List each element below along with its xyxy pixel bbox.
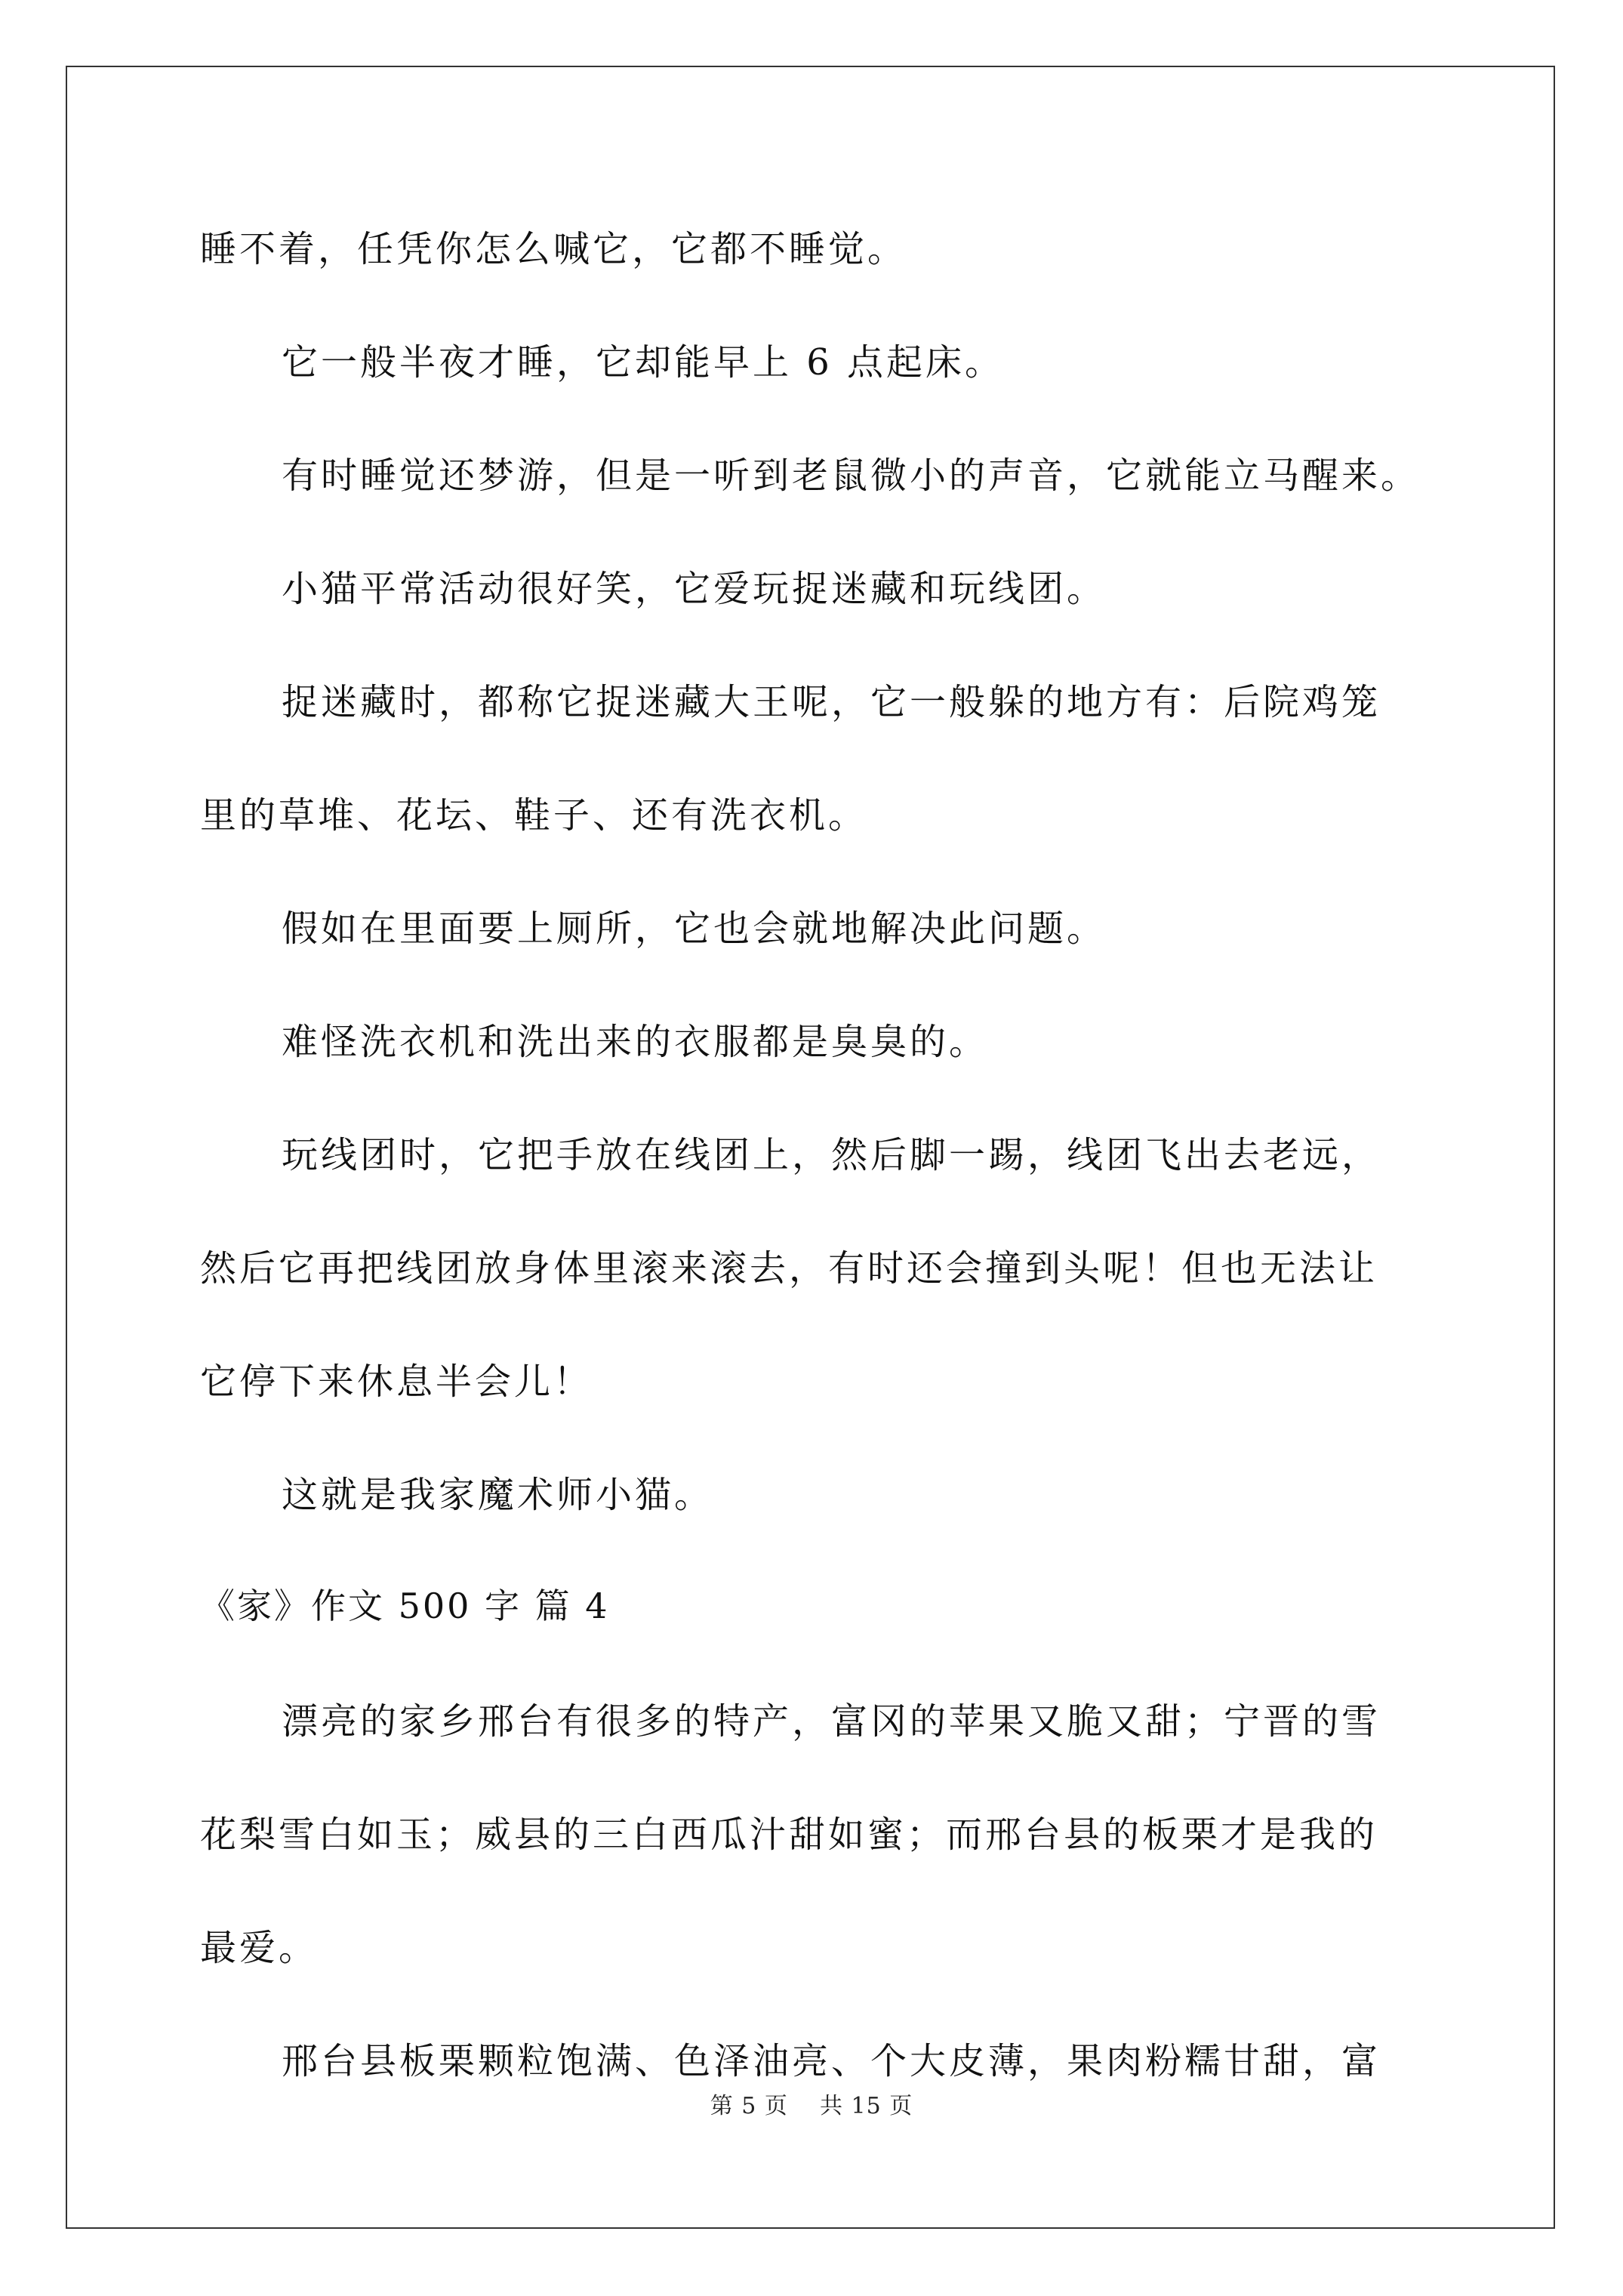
text-line: 玩线团时，它把手放在线团上，然后脚一踢，线团飞出去老远，: [282, 1134, 1381, 1176]
text-line: 有时睡觉还梦游，但是一听到老鼠微小的声音，它就能立马醒来。: [282, 455, 1421, 497]
section-heading: 《家》作文 500 字 篇 4: [200, 1586, 610, 1626]
text-line: 它一般半夜才睡，它却能早上 6 点起床。: [282, 341, 1005, 384]
text-line: 这就是我家魔术师小猫。: [282, 1474, 714, 1516]
text-line: 难怪洗衣机和洗出来的衣服都是臭臭的。: [282, 1021, 989, 1063]
text-line: 假如在里面要上厕所，它也会就地解决此问题。: [282, 908, 1107, 950]
text-line: 花梨雪白如玉；威县的三白西瓜汁甜如蜜；而邢台县的板栗才是我的: [200, 1814, 1378, 1856]
text-line: 里的草堆、花坛、鞋子、还有洗衣机。: [200, 794, 868, 837]
page-number: 第 5 页 共 15 页: [710, 2093, 913, 2119]
text-line: 邢台县板栗颗粒饱满、色泽油亮、个大皮薄，果肉粉糯甘甜，富: [282, 2040, 1381, 2082]
text-line: 然后它再把线团放身体里滚来滚去，有时还会撞到头呢！但也无法让: [200, 1247, 1378, 1290]
text-line: 小猫平常活动很好笑，它爱玩捉迷藏和玩线团。: [282, 568, 1107, 610]
text-line: 它停下来休息半会儿！: [200, 1361, 593, 1403]
page-footer: [0, 2091, 1623, 2122]
text-line: 睡不着，任凭你怎么喊它，它都不睡觉。: [200, 228, 907, 270]
text-line: 漂亮的家乡邢台有很多的特产，富冈的苹果又脆又甜；宁晋的雪: [282, 1700, 1381, 1743]
text-line: 捉迷藏时，都称它捉迷藏大王呢，它一般躲的地方有：后院鸡笼: [282, 681, 1381, 723]
text-line: 最爱。: [200, 1927, 319, 1969]
